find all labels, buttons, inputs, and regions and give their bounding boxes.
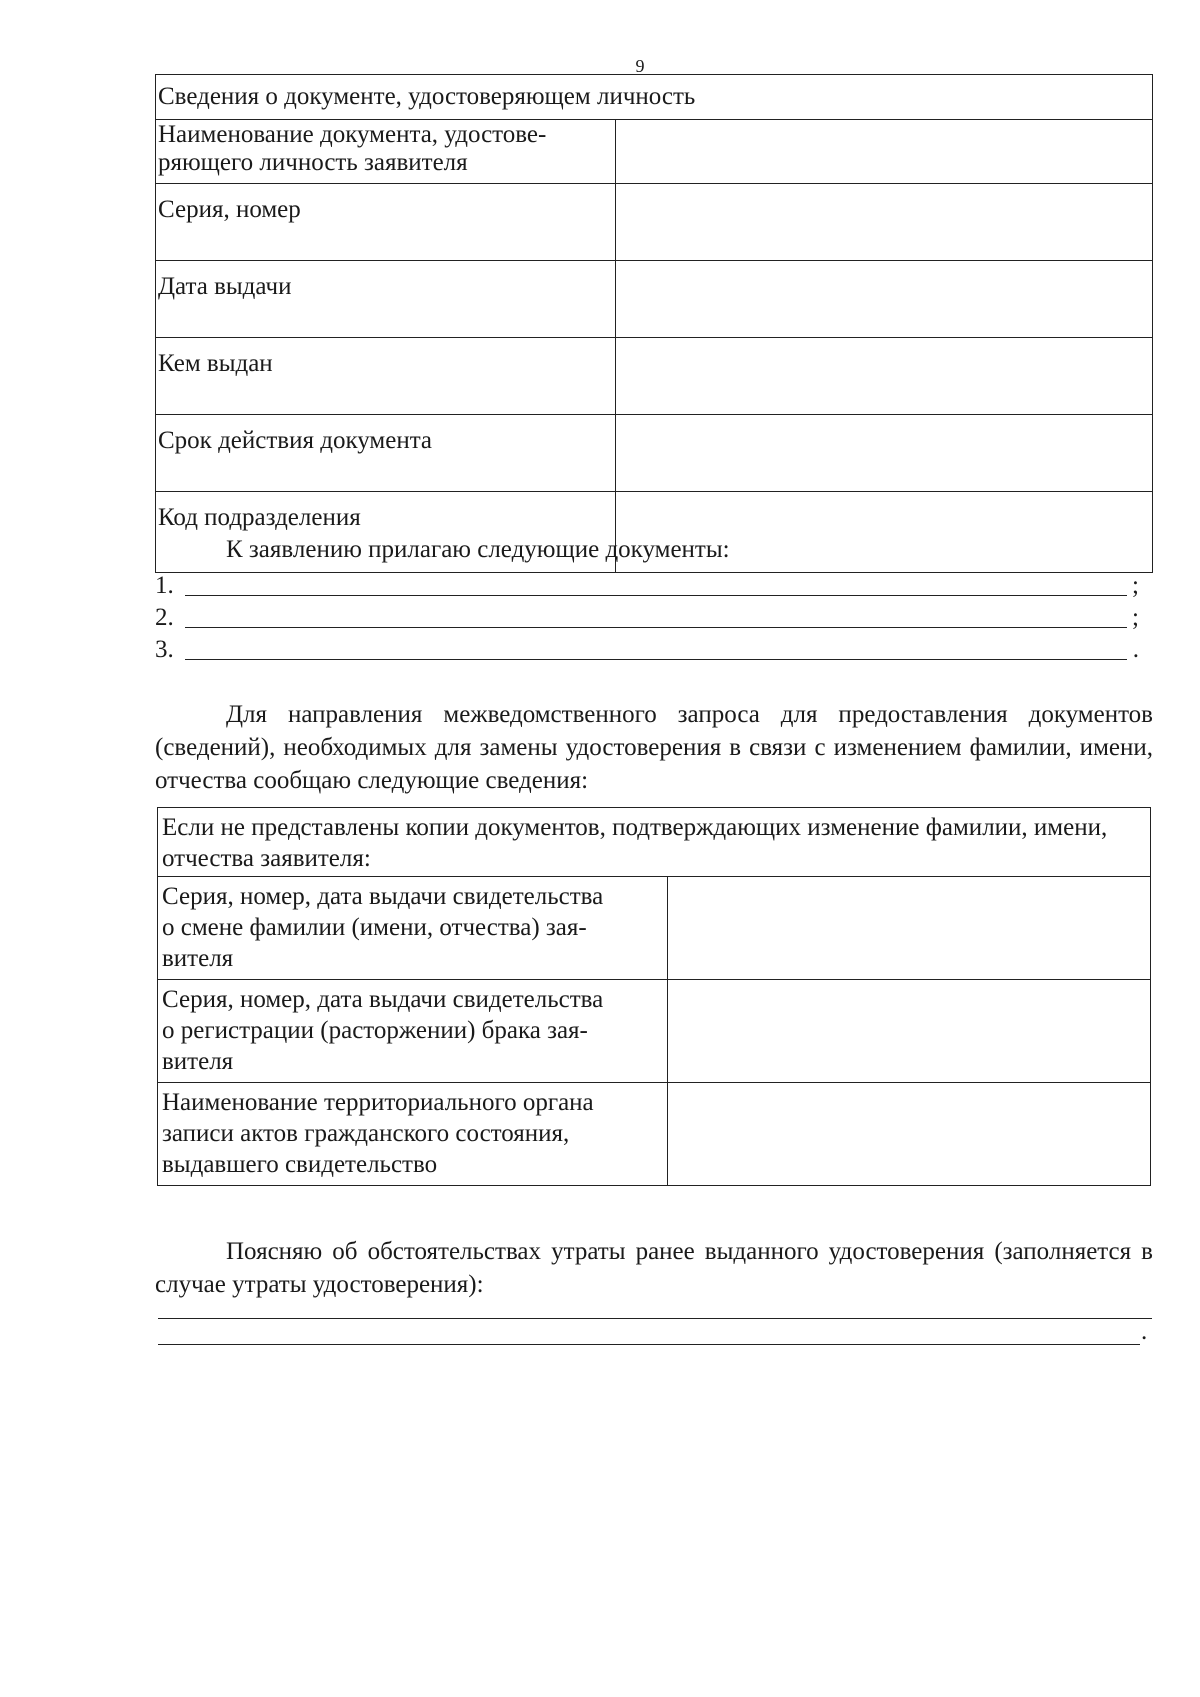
name-change-header: Если не представлены копии документов, подтверждающих изменение фамилии, имени, отчества заявителя: [158,808,1151,877]
document-name-field[interactable] [616,120,1153,184]
name-change-header-row [158,808,1151,877]
attachment-field-1[interactable] [185,595,1127,596]
identity-document-table [155,74,1153,573]
validity-period-label: Срок действия документа [156,415,616,492]
registry-office-label-line3: выдавшего свидетельство [162,1151,438,1178]
attachment-terminator-3: . [1132,636,1139,663]
attachment-terminator-2: ; [1132,604,1139,631]
table-row [158,877,1151,980]
loss-explanation-terminator: . [1141,1318,1148,1345]
registry-office-label-line2: записи актов гражданского состояния, [162,1120,570,1147]
request-paragraph: Для направления межведомственного запроса для предоставления документов (сведений), необходимых для замены удостоверения в связи с изменением фамилии, имени, отчества сообщаю следующие сведения: [155,701,1153,794]
attachment-field-2[interactable] [185,627,1127,628]
marriage-certificate-field[interactable] [668,980,1151,1083]
name-change-certificate-label-line3: вителя [162,945,234,972]
attachment-field-3[interactable] [185,659,1127,660]
attachments-intro: К заявлению прилагаю следующие документы: [226,536,730,563]
table-row [158,1083,1151,1186]
marriage-certificate-label-line2: о регистрации (расторжении) брака зая- [162,1017,588,1044]
series-number-label: Серия, номер [156,184,616,261]
attachment-line-3 [155,634,1155,664]
identity-document-header: Сведения о документе, удостоверяющем личность [156,75,1153,120]
registry-office-label [158,1083,668,1186]
issued-by-label: Кем выдан [156,338,616,415]
loss-explanation-line-1[interactable] [158,1296,1152,1319]
name-change-certificate-label [158,877,668,980]
loss-explanation-line-2[interactable] [158,1322,1140,1345]
attachment-line-2 [155,602,1155,632]
registry-office-field[interactable] [668,1083,1151,1186]
name-change-certificate-label-line1: Серия, номер, дата выдачи свидетельства [162,883,604,910]
attachment-number-1: 1. [155,572,174,599]
department-code-label: Код подразделения [156,492,616,573]
page-number: 9 [635,56,645,76]
document-name-label-line1: Наименование документа, удостове- [158,121,547,148]
document-name-label [156,120,616,184]
marriage-certificate-label-line3: вителя [162,1048,234,1075]
name-change-certificate-field[interactable] [668,877,1151,980]
table-row [158,980,1151,1083]
attachment-number-2: 2. [155,604,174,631]
issued-by-field[interactable] [616,338,1153,415]
name-change-table [157,807,1151,1186]
attachment-terminator-1: ; [1132,572,1139,599]
table-row [156,261,1153,338]
document-name-label-line2: ряющего личность заявителя [158,149,468,176]
issue-date-label: Дата выдачи [156,261,616,338]
marriage-certificate-label-line1: Серия, номер, дата выдачи свидетельства [162,986,604,1013]
attachment-number-3: 3. [155,636,174,663]
table-row [156,338,1153,415]
table-row [156,415,1153,492]
table-row [156,184,1153,261]
issue-date-field[interactable] [616,261,1153,338]
identity-document-header-row [156,75,1153,120]
table-row [156,120,1153,184]
attachment-line-1 [155,570,1155,600]
series-number-field[interactable] [616,184,1153,261]
loss-explanation-paragraph: Поясняю об обстоятельствах утраты ранее выданного удостоверения (заполняется в случае утраты удостоверения): [155,1238,1153,1298]
validity-period-field[interactable] [616,415,1153,492]
name-change-certificate-label-line2: о смене фамилии (имени, отчества) зая- [162,914,587,941]
registry-office-label-line1: Наименование территориального органа [162,1089,594,1116]
marriage-certificate-label [158,980,668,1083]
